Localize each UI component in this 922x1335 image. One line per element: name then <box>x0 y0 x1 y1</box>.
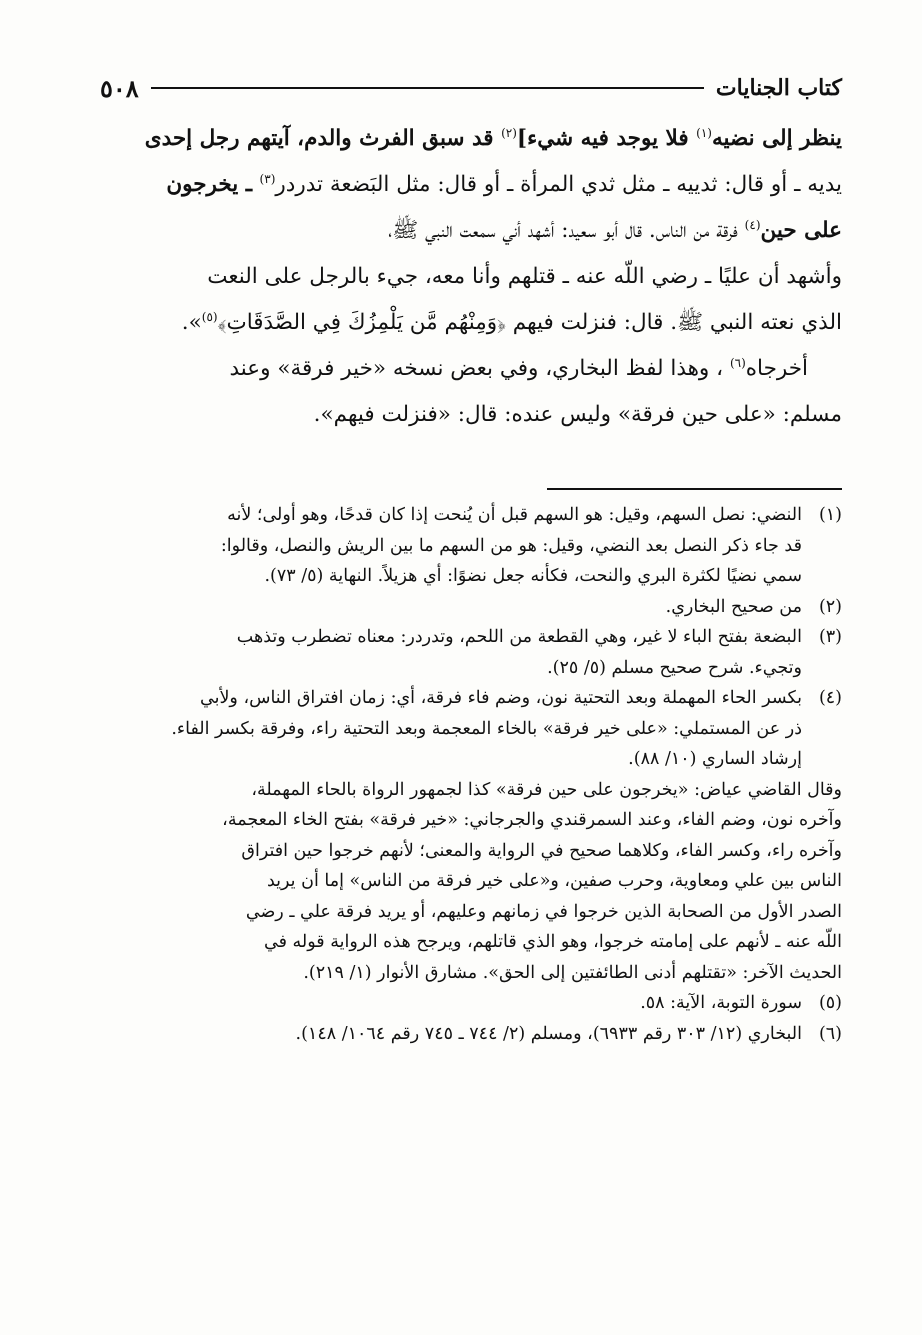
header-rule <box>151 87 704 89</box>
footnote-1: (١) النضي: نصل السهم، وقيل: هو السهم قبل أن يُنحت إذا كان قدحًا، وهو أولى؛ لأنه قد جاء ذكر النصل بعد النضي، وقيل: هو من السهم ما بين الريش والنصل، وقالوا: سمي نضيًا لكثرة البري والنحت، فكأنه جعل نضوًا: أي هزيلاً. النهاية (٥/ ٧٣). <box>95 500 842 592</box>
footnote-separator <box>547 488 842 490</box>
footnote-2: (٢) من صحيح البخاري. <box>95 592 842 623</box>
main-line: على حين$^{(٤)}$ فرقة من الناس. قال أبو سعيد: أشهد أني سمعت النبي ﷺ، <box>388 217 842 243</box>
footnote-5: (٥) سورة التوبة، الآية: ٥٨. <box>95 988 842 1019</box>
footnote-number: (٦) <box>818 1023 842 1044</box>
main-line: مسلم: «على حين فرقة» وليس عنده: قال: «فنزلت فيهم». <box>313 402 842 427</box>
chapter-title: كتاب الجنايات <box>715 75 842 101</box>
footnote-number: (١) <box>818 505 842 525</box>
main-line: أخرجاه$^{(٦)}$ ، وهذا لفظ البخاري، وفي بعض نسخه «خير فرقة» وعند <box>229 355 808 381</box>
footnote-number: (٢) <box>818 596 842 617</box>
main-line: يديه ـ أو قال: ثدييه ـ مثل ثدي المرأة ـ أو قال: مثل البَضعة تدردر$^{(٣)}$ ـ يخرجون <box>166 171 842 197</box>
footnote-4: (٤) بكسر الحاء المهملة وبعد التحتية نون، وضم فاء فرقة، أي: زمان افتراق الناس، ولأبي ذر عن المستملي: «على خير فرقة» بالخاء المعجمة وبعد التحتية راء، وفرقة بكسر الفاء. إرشاد الساري (١٠/ ٨٨). <box>95 683 842 775</box>
footnote-number: (٣) <box>818 627 842 647</box>
footnotes <box>95 500 842 1049</box>
main-line: الذي نعته النبي ﷺ. قال: فنزلت فيهم ﴿وَمِنْهُم مَّن يَلْمِزُكَ فِي الصَّدَقَاتِ﴾$^{(٥)}$». <box>181 309 842 335</box>
footnote-number: (٥) <box>818 993 842 1013</box>
footnote-4-continued: وقال القاضي عياض: «يخرجون على حين فرقة» كذا لجمهور الرواة بالحاء المهملة، وآخره نون، وضم الفاء، وعند السمرقندي والجرجاني: «خير فرقة» بفتح الخاء المعجمة، وآخره راء، وكسر الفاء، وكلاهما صحيح في الرواية والمعنى؛ لأنهم خرجوا حين افتراق الناس بين علي ومعاوية، وحرب صفين، و«على خير فرقة من الناس» إما أن يريد الصدر الأول من الصحابة الذين خرجوا في زمانهم وعليهم، أو يريد فرقة علي ـ رضي اللّه عنه ـ لأنهم على إمامته خرجوا، وهو الذي قاتلهم، ويرجح هذه الرواية قوله في الحديث الآخر: «تقتلهم أدنى الطائفتين إلى الحق». مشارق الأنوار (١/ ٢١٩). <box>222 779 842 983</box>
footnote-6: (٦) البخاري (١٢/ ٣٠٣ رقم ٦٩٣٣)، ومسلم (٢/ ٧٤٤ ـ ٧٤٥ رقم ١٠٦٤/ ١٤٨). <box>95 1019 842 1050</box>
page-number: ٥٠٨ <box>100 73 139 103</box>
page-header <box>100 68 842 108</box>
main-text <box>100 116 842 438</box>
main-line: وأشهد أن عليًا ـ رضي اللّه عنه ـ قتلهم وأنا معه، جيء بالرجل على النعت <box>207 264 842 289</box>
main-line: ينظر إلى نضيه$^{(١)}$ فلا يوجد فيه شيء]$^{(٢)}$ قد سبق الفرث والدم، آيتهم رجل إحدى <box>144 125 842 151</box>
footnote-number: (٤) <box>818 688 842 708</box>
footnote-3: (٣) البضعة بفتح الباء لا غير، وهي القطعة من اللحم، وتدردر: معناه تضطرب وتذهب وتجيء. شرح صحيح مسلم (٥/ ٢٥). <box>95 622 842 683</box>
